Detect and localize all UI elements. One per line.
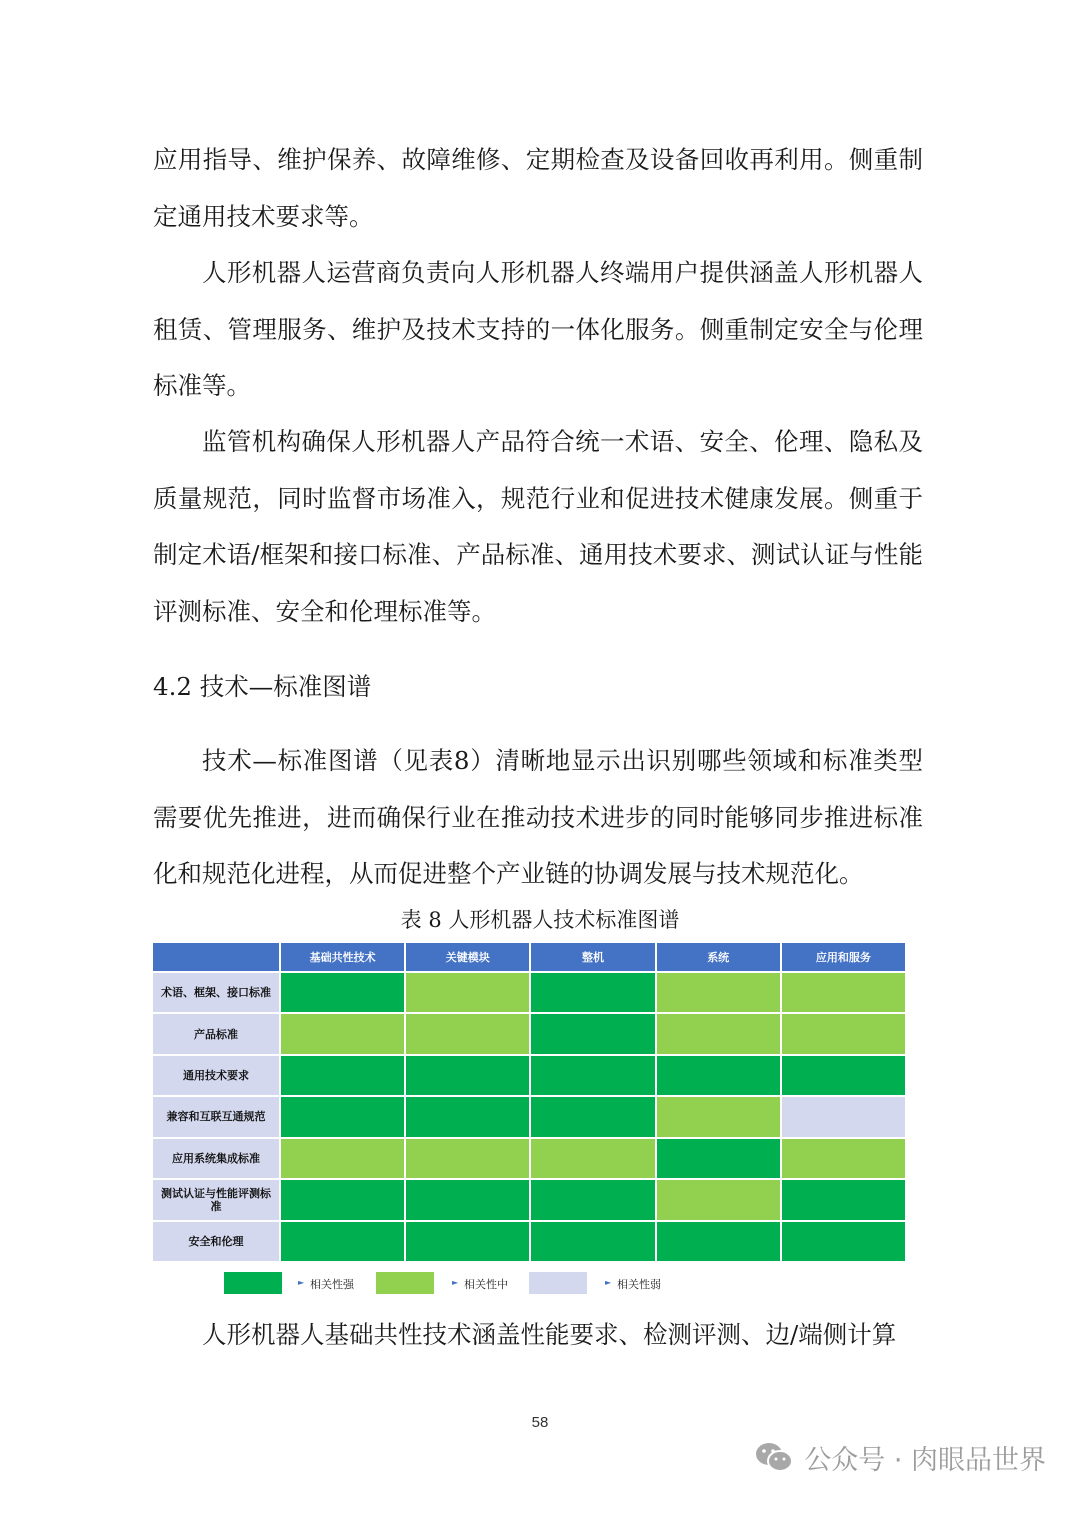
standards-matrix <box>153 943 905 1261</box>
relevance-cell <box>782 1014 905 1053</box>
relevance-cell <box>657 1097 780 1136</box>
relevance-cell <box>406 1097 529 1136</box>
paragraph-3: 监管机构确保人形机器人产品符合统一术语、安全、伦理、隐私及质量规范，同时监督市场准入，规范行业和促进技术健康发展。侧重于制定术语/框架和接口标准、产品标准、通用技术要求、测试认证与性能评测标准、安全和伦理标准等。 <box>153 427 923 626</box>
watermark <box>754 1437 1046 1477</box>
relevance-cell <box>281 1014 404 1053</box>
relevance-cell <box>657 1180 780 1219</box>
relevance-cell <box>281 1180 404 1219</box>
relevance-cell <box>531 1056 654 1095</box>
legend-marker-icon: ► <box>605 1278 612 1287</box>
column-header: 关键模块 <box>406 943 529 971</box>
relevance-cell <box>281 1097 404 1136</box>
row-label: 测试认证与性能评测标准 <box>153 1180 279 1219</box>
watermark-text: 公众号 · 肉眼品世界 <box>804 1444 1046 1476</box>
relevance-cell <box>406 1222 529 1261</box>
column-header: 基础共性技术 <box>281 943 404 971</box>
paragraph-2: 人形机器人运营商负责向人形机器人终端用户提供涵盖人形机器人租赁、管理服务、维护及技术支持的一体化服务。侧重制定安全与伦理标准等。 <box>153 258 923 400</box>
relevance-cell <box>782 1180 905 1219</box>
relevance-cell <box>281 1222 404 1261</box>
legend-swatch-high <box>224 1272 282 1294</box>
row-label: 产品标准 <box>153 1014 279 1053</box>
relevance-cell <box>281 973 404 1012</box>
relevance-cell <box>281 1056 404 1095</box>
row-label: 术语、框架、接口标准 <box>153 973 279 1012</box>
legend <box>224 1272 694 1296</box>
legend-label-high: 相关性强 <box>310 1278 354 1291</box>
row-label: 应用系统集成标准 <box>153 1139 279 1178</box>
wechat-icon <box>754 1440 794 1474</box>
relevance-cell <box>406 1014 529 1053</box>
relevance-cell <box>657 1222 780 1261</box>
column-header: 应用和服务 <box>782 943 905 971</box>
table-caption: 表 8 人形机器人技术标准图谱 <box>400 908 680 932</box>
relevance-cell <box>782 1097 905 1136</box>
relevance-cell <box>657 973 780 1012</box>
legend-swatch-mid <box>376 1272 434 1294</box>
relevance-cell <box>406 1180 529 1219</box>
relevance-cell <box>531 1014 654 1053</box>
legend-label-low: 相关性弱 <box>617 1278 661 1291</box>
relevance-cell <box>281 1139 404 1178</box>
relevance-cell <box>406 1056 529 1095</box>
column-header: 整机 <box>531 943 654 971</box>
relevance-cell <box>531 1222 654 1261</box>
relevance-cell <box>531 1097 654 1136</box>
legend-swatch-low <box>529 1272 587 1294</box>
column-header: 系统 <box>657 943 780 971</box>
paragraph-4: 技术—标准图谱（见表8）清晰地显示出识别哪些领域和标准类型需要优先推进，进而确保行业在推动技术进步的同时能够同步推进标准化和规范化进程，从而促进整个产业链的协调发展与技术规范化。 <box>153 746 923 888</box>
relevance-cell <box>531 1180 654 1219</box>
relevance-cell <box>406 973 529 1012</box>
paragraph-5: 人形机器人基础共性技术涵盖性能要求、检测评测、边/端侧计算 <box>202 1320 897 1349</box>
relevance-cell <box>657 1056 780 1095</box>
legend-marker-icon: ► <box>452 1278 459 1287</box>
page-number: 58 <box>531 1414 549 1431</box>
relevance-cell <box>531 973 654 1012</box>
legend-label-mid: 相关性中 <box>464 1278 508 1291</box>
relevance-cell <box>657 1139 780 1178</box>
paragraph-1: 应用指导、维护保养、故障维修、定期检查及设备回收再利用。侧重制定通用技术要求等。 <box>153 145 923 231</box>
section-heading: 4.2 技术—标准图谱 <box>153 672 372 701</box>
relevance-cell <box>782 1139 905 1178</box>
relevance-cell <box>531 1139 654 1178</box>
legend-marker-icon: ► <box>298 1278 305 1287</box>
relevance-cell <box>782 1222 905 1261</box>
matrix-corner <box>153 943 279 971</box>
relevance-cell <box>406 1139 529 1178</box>
row-label: 通用技术要求 <box>153 1056 279 1095</box>
row-label: 兼容和互联互通规范 <box>153 1097 279 1136</box>
relevance-cell <box>657 1014 780 1053</box>
row-label: 安全和伦理 <box>153 1222 279 1261</box>
relevance-cell <box>782 973 905 1012</box>
relevance-cell <box>782 1056 905 1095</box>
